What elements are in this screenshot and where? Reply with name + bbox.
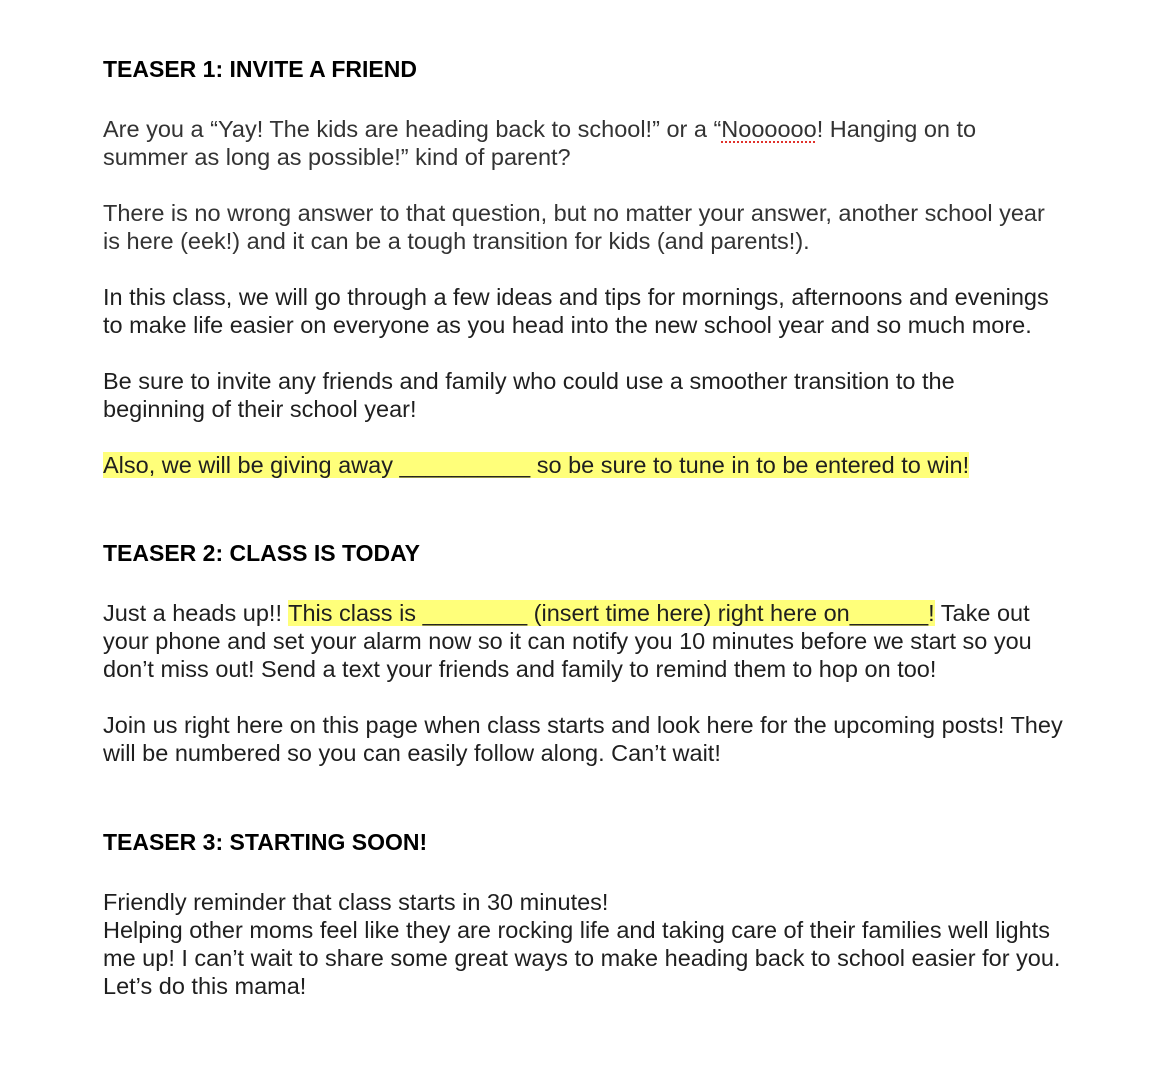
class-time-highlight: This class is ________ (insert time here) right here on______! xyxy=(288,600,935,626)
teaser-1-paragraph-5 xyxy=(103,451,1063,479)
document-body[interactable] xyxy=(103,55,1063,1000)
giveaway-highlight: Also, we will be giving away __________ so be sure to tune in to be entered to win! xyxy=(103,452,970,478)
teaser-1-paragraph-1-end: ! Hanging on to summer as long as possible!” kind of parent? xyxy=(103,116,977,170)
teaser-3-heading: TEASER 3: STARTING SOON! xyxy=(103,829,428,855)
teaser-2-paragraph-1-start: Just a heads up!! xyxy=(103,600,289,626)
teaser-3-line-2: Helping other moms feel like they are rocking life and taking care of their families well lights me up! I can’t wait to share some great ways to make heading back to school easier for you. Let’s do this mama! xyxy=(103,917,1061,999)
teaser-1-paragraph-1 xyxy=(103,115,1063,171)
teaser-1-paragraph-1-start: Are you a “Yay! The kids are heading back to school!” or a “ xyxy=(103,116,722,142)
teaser-3-line-1: Friendly reminder that class starts in 30 minutes! xyxy=(103,889,609,915)
teaser-1-paragraph-4: Be sure to invite any friends and family who could use a smoother transition to the beginning of their school year! xyxy=(103,368,955,422)
teaser-1-paragraph-3: In this class, we will go through a few ideas and tips for mornings, afternoons and evenings to make life easier on everyone as you head into the new school year and so much more. xyxy=(103,284,1049,338)
teaser-1-heading: TEASER 1: INVITE A FRIEND xyxy=(103,56,417,82)
teaser-2-heading: TEASER 2: CLASS IS TODAY xyxy=(103,540,420,566)
teaser-2-paragraph-1-end: Take out your phone and set your alarm now so it can notify you 10 minutes before we start so you don’t miss out! Send a text your friends and family to remind them to hop on too! xyxy=(103,600,1032,682)
teaser-1-paragraph-2: There is no wrong answer to that question, but no matter your answer, another school year is here (eek!) and it can be a tough transition for kids (and parents!). xyxy=(103,200,1045,254)
misspelled-word[interactable]: Noooooo xyxy=(721,116,817,142)
teaser-2-paragraph-1 xyxy=(103,599,1063,683)
teaser-2-paragraph-2: Join us right here on this page when class starts and look here for the upcoming posts! They will be numbered so you can easily follow along. Can’t wait! xyxy=(103,712,1063,766)
